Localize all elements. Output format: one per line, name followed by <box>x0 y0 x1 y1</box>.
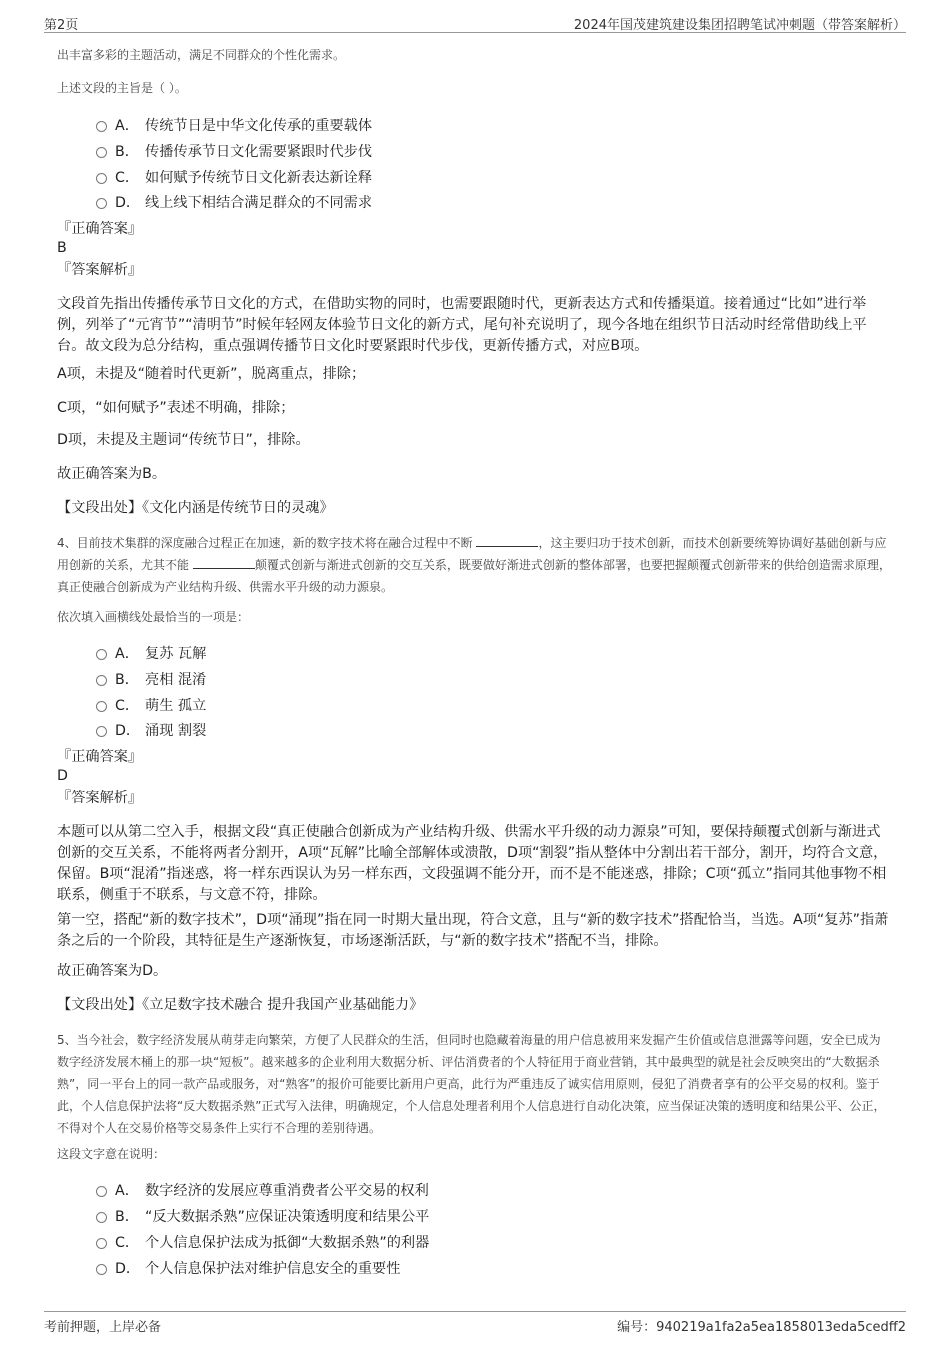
radio-icon[interactable] <box>96 198 107 209</box>
radio-icon[interactable] <box>96 675 107 686</box>
page-number: 第2页 <box>44 18 79 33</box>
footer-code: 编号：940219a1fa2a5ea1858013eda5cedff2 <box>617 1320 906 1335</box>
q4-option-c[interactable]: C． 萌生 孤立 <box>96 695 206 715</box>
radio-icon[interactable] <box>96 1238 107 1249</box>
q5-option-c[interactable]: C． 个人信息保护法成为抵御“大数据杀熟”的利器 <box>96 1232 429 1252</box>
answer-blank <box>476 534 538 547</box>
q4-text: 4、目前技术集群的深度融合过程正在加速，新的数字技术将在融合过程中不断 ，这主要归功于技术创新，而技术创新要统筹协调好基础创新与应用创新的关系，尤其不能 颠覆式创新与渐进式创新的交互关系，既要做好渐进式创新的整体部署，也要把握颠覆式创新带来的供给创造需求原理，真正使融合创新成为产业结构升级、供需水平升级的动力源泉。 <box>57 536 891 594</box>
radio-icon[interactable] <box>96 121 107 132</box>
q4-prompt: 依次填入画横线处最恰当的一项是： <box>57 610 250 624</box>
radio-icon[interactable] <box>96 173 107 184</box>
q3-option-b[interactable]: B． 传播传承节日文化需要紧跟时代步伐 <box>96 141 372 161</box>
q3-analysis-label: 『答案解析』 <box>57 262 143 278</box>
q4-analysis-label: 『答案解析』 <box>57 790 143 806</box>
q5-option-a[interactable]: A． 数字经济的发展应尊重消费者公平交易的权利 <box>96 1180 429 1200</box>
q3-analysis-paragraph: 文段首先指出传播传承节日文化的方式，在借助实物的同时，也需要跟随时代，更新表达方式和传播渠道。接着通过“比如”进行举例，列举了“元宵节”“清明节”时候年轻网友体验节日文化的新方式，尾句补充说明了，现今各地在组织节日活动时经常借助线上平台。故文段为总分结构，重点强调传播节日文化时要紧跟时代步伐，更新传播方式，对应B项。 <box>57 296 867 354</box>
q3-analysis-c: C项，“如何赋予”表述不明确，排除； <box>57 400 295 416</box>
q5-prompt: 这段文字意在说明： <box>57 1147 166 1161</box>
q4-option-b[interactable]: B． 亮相 混淆 <box>96 669 206 689</box>
radio-icon[interactable] <box>96 1264 107 1275</box>
q3-option-d[interactable]: D． 线上线下相结合满足群众的不同需求 <box>96 192 372 212</box>
q4-option-d[interactable]: D． 涌现 割裂 <box>96 720 206 740</box>
q3-conclusion: 故正确答案为B。 <box>57 466 167 482</box>
q3-analysis-d: D项，未提及主题词“传统节日”，排除。 <box>57 432 310 448</box>
q3-text-end: 出丰富多彩的主题活动，满足不同群众的个性化需求。 <box>57 48 346 62</box>
radio-icon[interactable] <box>96 726 107 737</box>
q3-analysis-a: A项，未提及“随着时代更新”，脱离重点，排除； <box>57 366 366 382</box>
q3-answer-label: 『正确答案』 <box>57 221 143 237</box>
q5-option-b[interactable]: B． “反大数据杀熟”应保证决策透明度和结果公平 <box>96 1206 429 1226</box>
q4-source: 【文段出处】《立足数字技术融合 提升我国产业基础能力》 <box>57 997 424 1013</box>
q4-conclusion: 故正确答案为D。 <box>57 963 168 979</box>
q3-answer: B <box>57 240 67 256</box>
q4-option-a[interactable]: A． 复苏 瓦解 <box>96 643 206 663</box>
page-footer <box>44 1311 906 1334</box>
page-header <box>44 12 906 33</box>
q5-text: 5、当今社会，数字经济发展从萌芽走向繁荣，方便了人民群众的生活，但同时也隐藏着海量的用户信息被用来发掘产生价值或信息泄露等问题，安全已成为数字经济发展木桶上的那一块“短板”。越来越多的企业利用大数据分析、评估消费者的个人特征用于商业营销，其中最典型的就是社会反映突出的“大数据杀熟”，同一平台上的同一款产品或服务，对“熟客”的报价可能要比新用户更高，此行为严重违反了诚实信用原则，侵犯了消费者享有的公平交易的权利。鉴于此，个人信息保护法将“反大数据杀熟”正式写入法律，明确规定，个人信息处理者利用个人信息进行自动化决策，应当保证决策的透明度和结果公平、公正，不得对个人在交易价格等交易条件上实行不合理的差别待遇。 <box>57 1033 886 1135</box>
q4-answer: D <box>57 768 68 784</box>
radio-icon[interactable] <box>96 649 107 660</box>
q5-option-d[interactable]: D． 个人信息保护法对维护信息安全的重要性 <box>96 1258 400 1278</box>
radio-icon[interactable] <box>96 1186 107 1197</box>
document-title: 2024年国茂建筑建设集团招聘笔试冲刺题（带答案解析） <box>573 18 906 33</box>
q3-option-a[interactable]: A． 传统节日是中华文化传承的重要载体 <box>96 115 372 135</box>
q3-prompt: 上述文段的主旨是（ ）。 <box>57 81 187 95</box>
q4-answer-label: 『正确答案』 <box>57 749 143 765</box>
footer-slogan: 考前押题，上岸必备 <box>44 1320 162 1335</box>
radio-icon[interactable] <box>96 1212 107 1223</box>
radio-icon[interactable] <box>96 701 107 712</box>
radio-icon[interactable] <box>96 147 107 158</box>
answer-blank <box>193 556 255 569</box>
q3-source: 【文段出处】《文化内涵是传统节日的灵魂》 <box>57 500 334 516</box>
q4-analysis-paragraph: 本题可以从第二空入手，根据文段“真正使融合创新成为产业结构升级、供需水平升级的动力源泉”可知，要保持颠覆式创新与渐进式创新的交互关系，不能将两者分割开，A项“瓦解”比喻全部解体或溃散，D项“割裂”指从整体中分割出若干部分，割开，均符合文意，保留。B项“混淆”指迷惑，将一样东西误认为另一样东西，文段强调不能分开，而不是不能迷惑，排除；C项“孤立”指同其他事物不相联系，侧重于不联系，与文意不符，排除。 <box>57 824 888 903</box>
q4-analysis-paragraph-2: 第一空，搭配“新的数字技术”，D项“涌现”指在同一时期大量出现，符合文意，且与“新的数字技术”搭配恰当，当选。A项“复苏”指萧条之后的一个阶段，其特征是生产逐渐恢复，市场逐渐活跃，与“新的数字技术”搭配不当，排除。 <box>57 912 889 949</box>
q3-option-c[interactable]: C． 如何赋予传统节日文化新表达新诠释 <box>96 167 372 187</box>
